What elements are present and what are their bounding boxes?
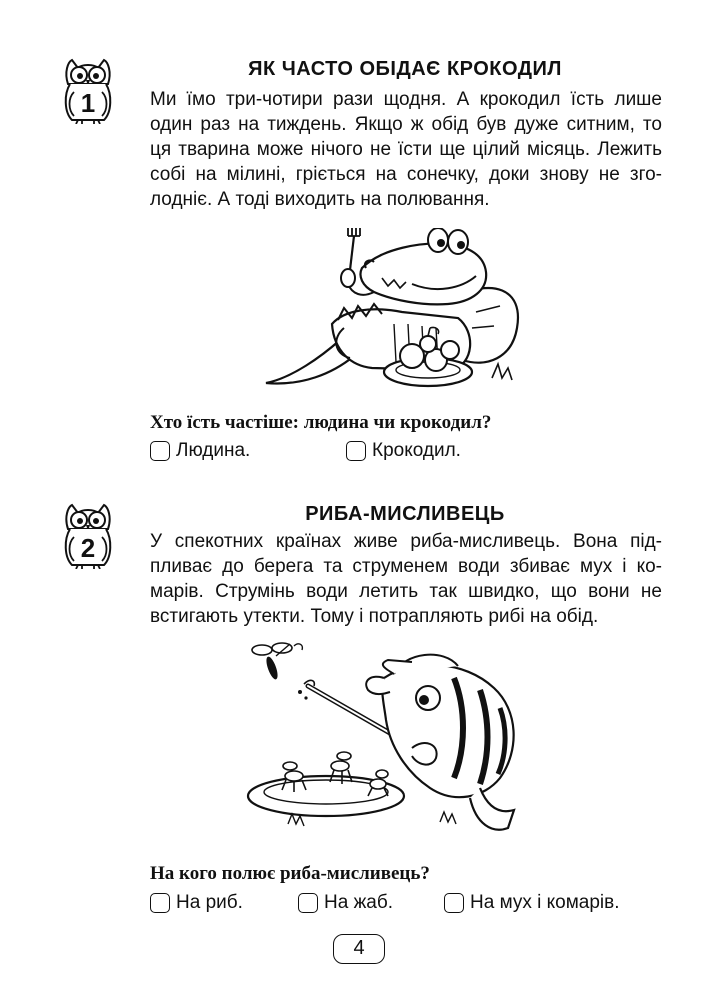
answer-option[interactable]: [150, 892, 243, 914]
answer-checkbox[interactable]: [444, 893, 464, 913]
answer-option[interactable]: [298, 892, 393, 914]
story-paragraph: [150, 87, 662, 212]
section-title: ЯК ЧАСТО ОБІДАЄ КРОКОДИЛ: [248, 58, 562, 80]
story-paragraph: [150, 529, 662, 629]
paragraph-line: один раз на тиждень. Якщо ж обід був дуже ситним, то: [150, 114, 662, 135]
answer-checkbox[interactable]: [298, 893, 318, 913]
crocodile-eating-illustration: [262, 228, 524, 393]
answer-checkbox[interactable]: [346, 441, 366, 461]
section-number: 2: [80, 533, 96, 563]
paragraph-line: Ми їмо три-чотири рази щодня. А крокодил їсть лише: [150, 89, 662, 110]
answer-label: Крокодил.: [372, 440, 461, 461]
answer-option[interactable]: [150, 440, 250, 462]
answer-option[interactable]: [346, 440, 461, 462]
paragraph-line: встигають утекти. Тому і потрапляють рибі на обід.: [150, 606, 599, 627]
archerfish-hunting-illustration: [244, 638, 534, 838]
paragraph-line: ця тварина може нічого не їсти ще цілий місяць. Лежить: [150, 139, 662, 160]
paragraph-line: пливає до берега та струменем води збиває мух і ко-: [150, 556, 662, 577]
section-title: РИБА-МИСЛИВЕЦЬ: [305, 503, 505, 525]
paragraph-line: марів. Струмінь води летить так швидко, що вони не: [150, 581, 662, 602]
answer-label: На риб.: [176, 892, 243, 913]
section-number: 1: [80, 88, 96, 118]
answer-label: На мух і комарів.: [470, 892, 620, 913]
paragraph-line: лодніє. А тоді виходить на полювання.: [150, 189, 490, 210]
question-text: На кого полює риба-мисливець?: [150, 863, 430, 884]
question-text: Хто їсть частіше: людина чи крокодил?: [150, 412, 492, 433]
answer-options: [150, 440, 670, 466]
answer-checkbox[interactable]: [150, 893, 170, 913]
page-number: 4: [333, 934, 385, 964]
owl-number-badge-2: [62, 503, 114, 569]
paragraph-line: У спекотних країнах живе риба-мисливець. Вона під-: [150, 531, 662, 552]
answer-option[interactable]: [444, 892, 620, 914]
answer-label: На жаб.: [324, 892, 394, 913]
answer-checkbox[interactable]: [150, 441, 170, 461]
answer-options: [150, 892, 670, 918]
paragraph-line: собі на мілині, гріється на сонечку, доки знову не зго-: [150, 164, 662, 185]
owl-number-badge-1: [62, 58, 114, 124]
answer-label: Людина.: [176, 440, 251, 461]
